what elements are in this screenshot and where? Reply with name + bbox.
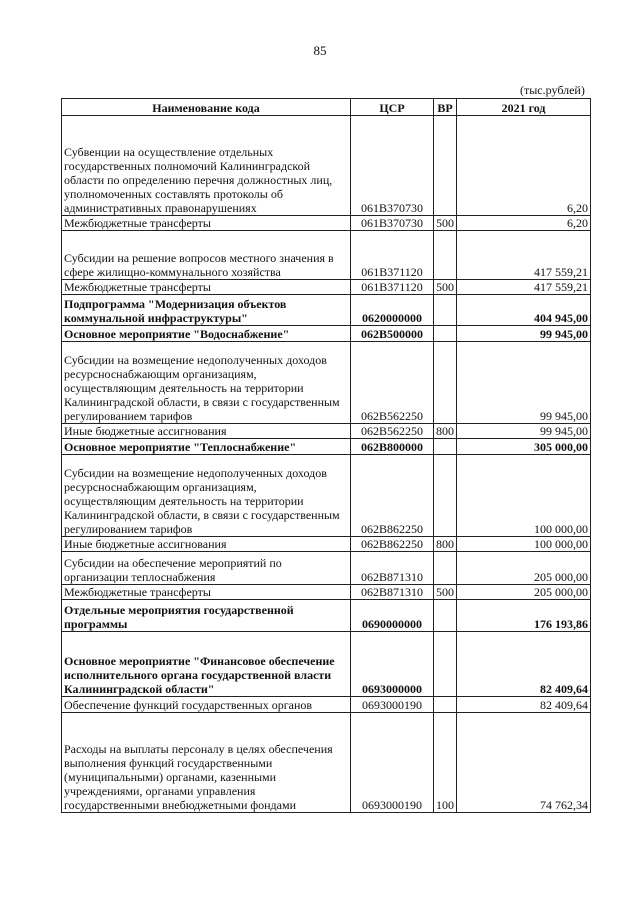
row-name: Субсидии на возмещение недополученных доходов ресурсноснабжающим организациям, осуществляющим деятельность на территории Калининградской области, в связи с государственным регулированием тарифов: [62, 455, 351, 537]
row-csr: 062В562250: [351, 424, 434, 439]
row-sum: 205 000,00: [457, 585, 591, 600]
row-vr: [434, 342, 457, 424]
row-name: Основное мероприятие "Теплоснабжение": [62, 439, 351, 455]
row-sum: 6,20: [457, 116, 591, 216]
row-csr: 061В370730: [351, 216, 434, 231]
table-row: [62, 552, 591, 585]
row-csr: 061В371120: [351, 231, 434, 280]
table-row: [62, 455, 591, 537]
row-sum: 99 945,00: [457, 424, 591, 439]
row-name: Субсидии на решение вопросов местного значения в сфере жилищно-коммунального хозяйства: [62, 231, 351, 280]
table-row: [62, 632, 591, 697]
row-csr: 062В871310: [351, 552, 434, 585]
row-vr: [434, 600, 457, 632]
row-sum: 100 000,00: [457, 455, 591, 537]
row-vr: [434, 326, 457, 342]
row-name: Межбюджетные трансферты: [62, 280, 351, 295]
table-row: [62, 280, 591, 295]
table-row: [62, 537, 591, 552]
row-csr: 061В370730: [351, 116, 434, 216]
table-row: [62, 231, 591, 280]
row-sum: 417 559,21: [457, 231, 591, 280]
row-name: Иные бюджетные ассигнования: [62, 537, 351, 552]
header-csr: ЦСР: [351, 99, 434, 116]
table-row: [62, 326, 591, 342]
table-row: [62, 116, 591, 216]
row-csr: 061В371120: [351, 280, 434, 295]
row-name: Межбюджетные трансферты: [62, 216, 351, 231]
row-vr: 800: [434, 424, 457, 439]
page-number: 85: [313, 43, 327, 58]
row-sum: 99 945,00: [457, 326, 591, 342]
table-header-row: [62, 99, 591, 116]
row-vr: [434, 455, 457, 537]
row-csr: 062В862250: [351, 537, 434, 552]
header-vr: ВР: [434, 99, 457, 116]
row-csr: 0693000190: [351, 697, 434, 713]
row-csr: 062В871310: [351, 585, 434, 600]
row-sum: 404 945,00: [457, 295, 591, 326]
row-vr: [434, 231, 457, 280]
row-name: Расходы на выплаты персоналу в целях обеспечения выполнения функций государственными (муниципальными) органами, казенными учреждениями, органами управления государственными внебюджетными фондами: [62, 713, 351, 813]
units-label: (тыс.рублей): [520, 83, 585, 97]
row-name: Иные бюджетные ассигнования: [62, 424, 351, 439]
row-sum: 176 193,86: [457, 600, 591, 632]
row-name: Субвенции на осуществление отдельных государственных полномочий Калининградской области по определению перечня должностных лиц, уполномоченных составлять протоколы об административных правонарушениях: [62, 116, 351, 216]
row-vr: 800: [434, 537, 457, 552]
row-sum: 417 559,21: [457, 280, 591, 295]
row-vr: 500: [434, 280, 457, 295]
row-name: Основное мероприятие "Водоснабжение": [62, 326, 351, 342]
row-sum: 74 762,34: [457, 713, 591, 813]
table-row: [62, 697, 591, 713]
row-csr: 0693000190: [351, 713, 434, 813]
row-name: Субсидии на обеспечение мероприятий по организации теплоснабжения: [62, 552, 351, 585]
table-row: [62, 600, 591, 632]
row-vr: [434, 439, 457, 455]
row-vr: [434, 116, 457, 216]
row-sum: 6,20: [457, 216, 591, 231]
table-row: [62, 216, 591, 231]
row-vr: [434, 697, 457, 713]
row-name: Межбюджетные трансферты: [62, 585, 351, 600]
table-row: [62, 713, 591, 813]
row-csr: 062В500000: [351, 326, 434, 342]
row-name: Отдельные мероприятия государственной программы: [62, 600, 351, 632]
header-name: Наименование кода: [62, 99, 351, 116]
row-sum: 205 000,00: [457, 552, 591, 585]
row-csr: 062В862250: [351, 455, 434, 537]
row-vr: 100: [434, 713, 457, 813]
row-sum: 82 409,64: [457, 632, 591, 697]
table-row: [62, 439, 591, 455]
row-name: Субсидии на возмещение недополученных доходов ресурсноснабжающим организациям, осуществляющим деятельность на территории Калининградской области, в связи с государственным регулированием тарифов: [62, 342, 351, 424]
table-row: [62, 585, 591, 600]
row-sum: 82 409,64: [457, 697, 591, 713]
row-csr: 0693000000: [351, 632, 434, 697]
row-sum: 100 000,00: [457, 537, 591, 552]
header-sum: 2021 год: [457, 99, 591, 116]
row-vr: 500: [434, 585, 457, 600]
row-vr: 500: [434, 216, 457, 231]
table-row: [62, 424, 591, 439]
budget-table: [61, 98, 591, 813]
row-csr: 062В562250: [351, 342, 434, 424]
row-name: Обеспечение функций государственных органов: [62, 697, 351, 713]
row-name: Основное мероприятие "Финансовое обеспечение исполнительного органа государственной власти Калининградской области": [62, 632, 351, 697]
row-csr: 0620000000: [351, 295, 434, 326]
table-row: [62, 342, 591, 424]
row-name: Подпрограмма "Модернизация объектов коммунальной инфраструктуры": [62, 295, 351, 326]
row-vr: [434, 552, 457, 585]
row-vr: [434, 632, 457, 697]
row-csr: 062В800000: [351, 439, 434, 455]
row-sum: 99 945,00: [457, 342, 591, 424]
table-row: [62, 295, 591, 326]
row-vr: [434, 295, 457, 326]
row-sum: 305 000,00: [457, 439, 591, 455]
row-csr: 0690000000: [351, 600, 434, 632]
